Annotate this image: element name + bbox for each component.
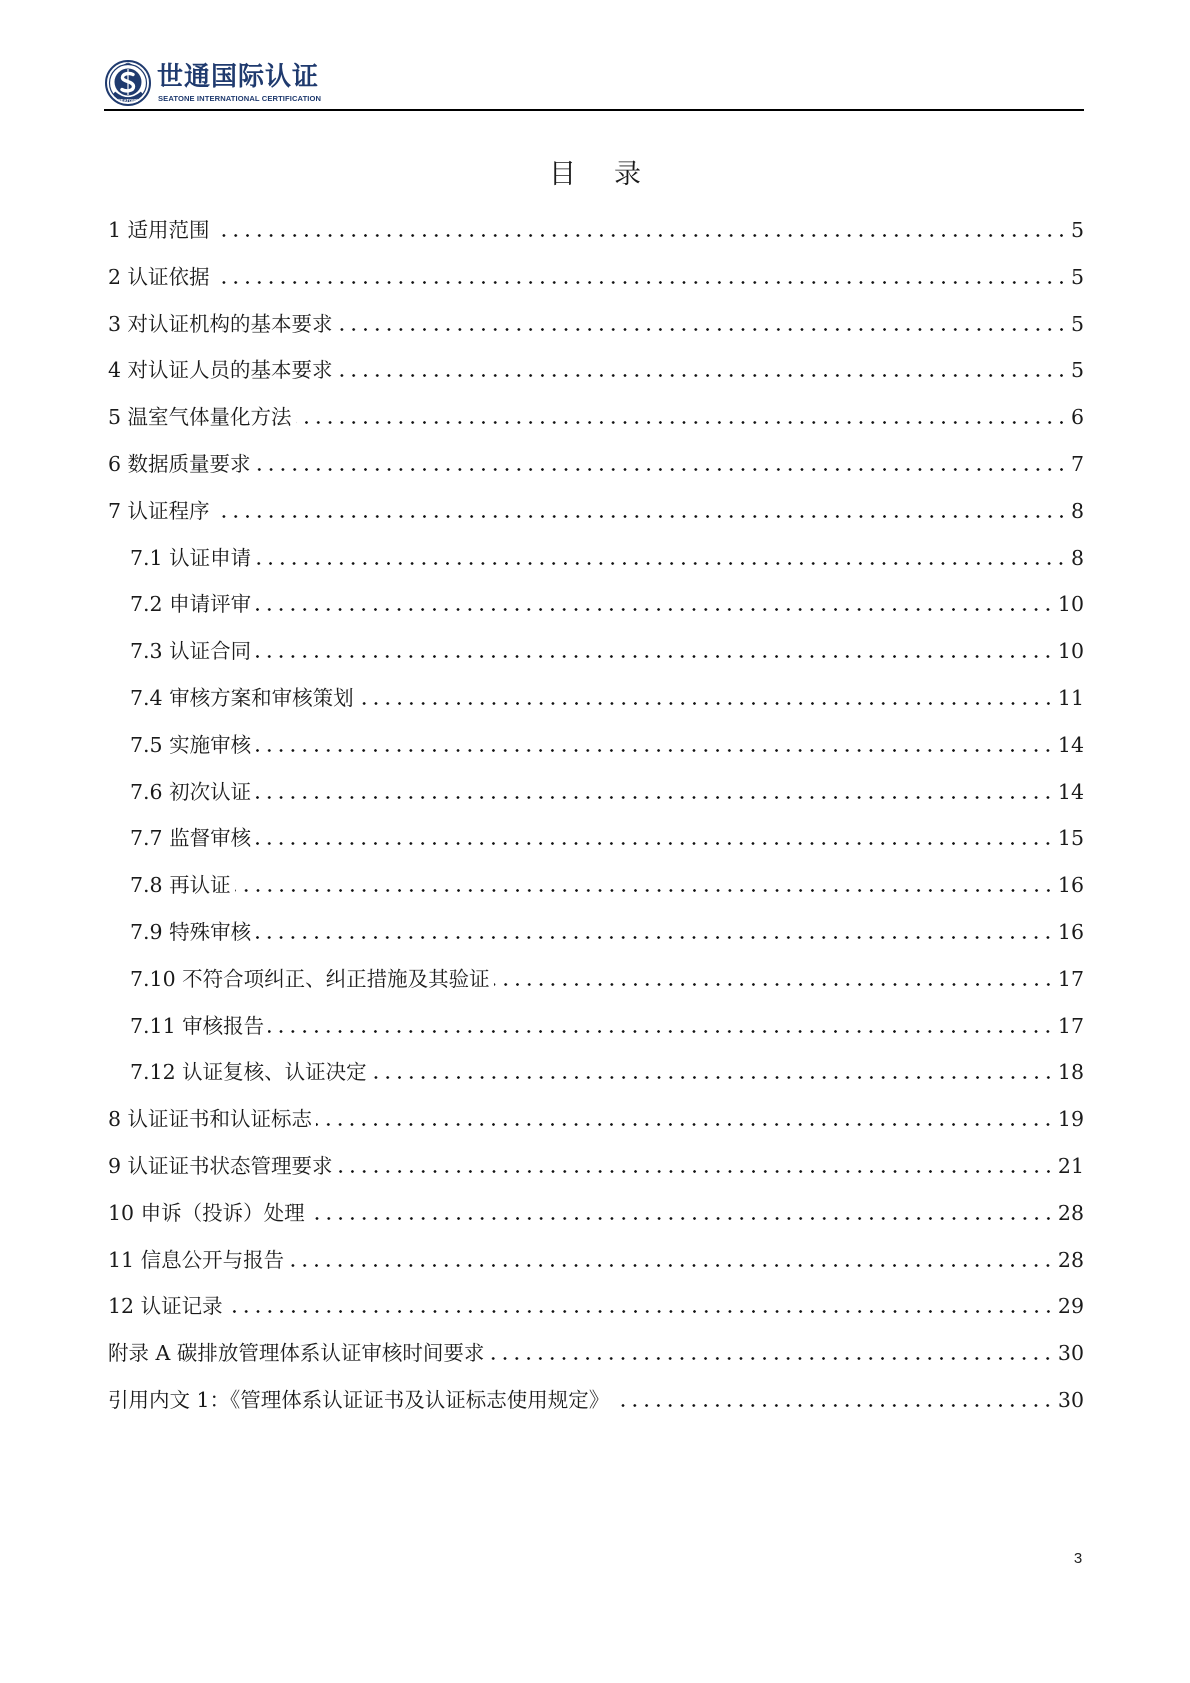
toc-entry-label: 附录 A 碳排放管理体系认证审核时间要求 [108,1341,485,1366]
toc-entry-page: 29 [1057,1294,1084,1319]
toc-entry-page: 19 [1057,1107,1084,1132]
toc-entry[interactable] [130,870,1084,900]
toc-entry-page: 14 [1057,779,1084,804]
toc-entry[interactable] [130,636,1084,666]
dot-leader [235,870,1054,900]
toc-entry-page: 21 [1057,1154,1084,1178]
seatone-logo-icon [105,60,151,106]
toc-entry[interactable] [108,1151,1084,1181]
toc-entry[interactable] [130,543,1084,573]
toc-entry-label: 6 数据质量要求 [108,452,251,476]
toc-entry-label: 1 适用范围 [108,218,210,242]
svg-text:SEATONE: SEATONE [118,98,138,103]
dot-leader [309,1198,1054,1228]
toc-entry-page: 28 [1057,1247,1084,1272]
toc-entry[interactable] [108,1104,1084,1134]
toc-entry-label: 11 信息公开与报告 [108,1247,285,1272]
dot-leader [255,589,1054,619]
toc-entry-page: 8 [1070,498,1084,523]
dot-leader [255,543,1067,573]
toc-entry-page: 28 [1057,1200,1084,1225]
page-header [104,58,1084,112]
toc-entry[interactable] [108,309,1084,339]
dot-leader [268,1011,1054,1041]
toc-entry-page: 5 [1070,218,1084,242]
toc-entry[interactable] [108,1338,1084,1368]
page-title [0,157,1190,193]
toc-entry-page: 30 [1057,1341,1084,1366]
toc-entry[interactable] [108,1245,1084,1275]
toc-entry-page: 17 [1057,1013,1084,1038]
toc-entry-label: 7.5 实施审核 [130,732,252,757]
toc-entry-label: 7.7 监督审核 [130,826,252,851]
dot-leader [337,1151,1054,1181]
toc-entry-label: 7.10 不符合项纠正、纠正措施及其验证 [130,966,490,991]
dot-leader [255,636,1054,666]
toc-entry-label: 7.4 审核方案和审核策划 [130,686,354,710]
header-divider [104,109,1084,111]
toc-entry[interactable] [130,1057,1084,1087]
dot-leader [214,262,1067,292]
dot-leader [255,730,1054,760]
toc-entry-label: 7.3 认证合同 [130,639,252,664]
toc-entry-label: 7.6 初次认证 [130,779,252,804]
dot-leader [371,1057,1054,1087]
toc-entry[interactable] [130,777,1084,807]
dot-leader [358,683,1054,713]
dot-leader [494,964,1054,994]
toc-entry-label: 7.12 认证复核、认证决定 [130,1060,367,1085]
brand-name-cn: 世通国际认证 [157,62,320,92]
dot-leader [288,1245,1054,1275]
toc-entry-page: 10 [1057,592,1084,617]
page-number: 3 [1073,1550,1083,1567]
toc-entry[interactable] [108,1291,1084,1321]
toc-entry-page: 5 [1070,311,1084,336]
toc-entry-page: 17 [1057,966,1084,991]
toc-entry-label: 10 申诉（投诉）处理 [108,1200,305,1225]
toc-entry[interactable] [108,449,1084,479]
toc-entry[interactable] [108,402,1084,432]
toc-entry-label: 7.11 审核报告 [130,1013,265,1038]
toc-entry-label: 5 温室气体量化方法 [108,405,292,430]
toc-entry-page: 11 [1057,686,1084,710]
toc-entry[interactable] [130,1011,1084,1041]
toc-entry-label: 9 认证证书状态管理要求 [108,1154,333,1178]
toc-entry-page: 10 [1057,639,1084,664]
toc-entry-page: 6 [1070,405,1084,430]
title-char-2: 录 [614,159,641,190]
dot-leader [255,823,1054,853]
toc-entry-page: 8 [1070,545,1084,570]
toc-entry-page: 7 [1070,452,1084,476]
dot-leader [296,402,1067,432]
toc-entry-page: 14 [1057,732,1084,757]
toc-entry[interactable] [108,1198,1084,1228]
toc-entry-page: 15 [1057,826,1084,851]
dot-leader [613,1385,1054,1415]
dot-leader [214,215,1067,245]
toc-entry[interactable] [130,730,1084,760]
dot-leader [255,777,1054,807]
toc-entry-label: 7.2 申请评审 [130,592,252,617]
toc-entry[interactable] [130,917,1084,947]
toc-entry-label: 3 对认证机构的基本要求 [108,311,333,336]
dot-leader [214,496,1067,526]
dot-leader [255,449,1067,479]
toc-entry-label: 7.1 认证申请 [130,545,252,570]
toc-entry-label: 8 认证证书和认证标志 [108,1107,313,1132]
toc-entry-label: 2 认证依据 [108,264,210,289]
title-char-1: 目 [549,159,576,190]
dot-leader [337,355,1067,385]
toc-entry-label: 4 对认证人员的基本要求 [108,358,333,383]
toc-entry-page: 5 [1070,264,1084,289]
dot-leader [227,1291,1054,1321]
toc-entry[interactable] [108,215,1084,245]
toc-entry-page: 30 [1057,1388,1084,1412]
toc-entry[interactable] [130,589,1084,619]
dot-leader [255,917,1054,947]
toc-entry-label: 7 认证程序 [108,498,210,523]
toc-entry-page: 18 [1057,1060,1084,1085]
toc-entry-page: 5 [1070,358,1084,383]
dot-leader [337,309,1067,339]
toc-entry-label: 7.8 再认证 [130,873,231,898]
toc-entry[interactable] [130,823,1084,853]
toc-entry-label: 7.9 特殊审核 [130,920,252,944]
toc-entry[interactable] [130,964,1084,994]
toc-entry-page: 16 [1057,920,1084,944]
toc-entry-page: 16 [1057,873,1084,898]
dot-leader [488,1338,1054,1368]
toc-entry[interactable] [108,1385,1084,1415]
toc-entry-label: 引用内文 1：《管理体系认证证书及认证标志使用规定》 [108,1388,610,1412]
toc-entry[interactable] [108,355,1084,385]
brand-name-en: SEATONE INTERNATIONAL CERTIFICATION [158,94,322,103]
dot-leader [316,1104,1054,1134]
toc-entry[interactable] [108,262,1084,292]
toc-entry-label: 12 认证记录 [108,1294,223,1319]
toc-entry[interactable] [130,683,1084,713]
toc-entry[interactable] [108,496,1084,526]
